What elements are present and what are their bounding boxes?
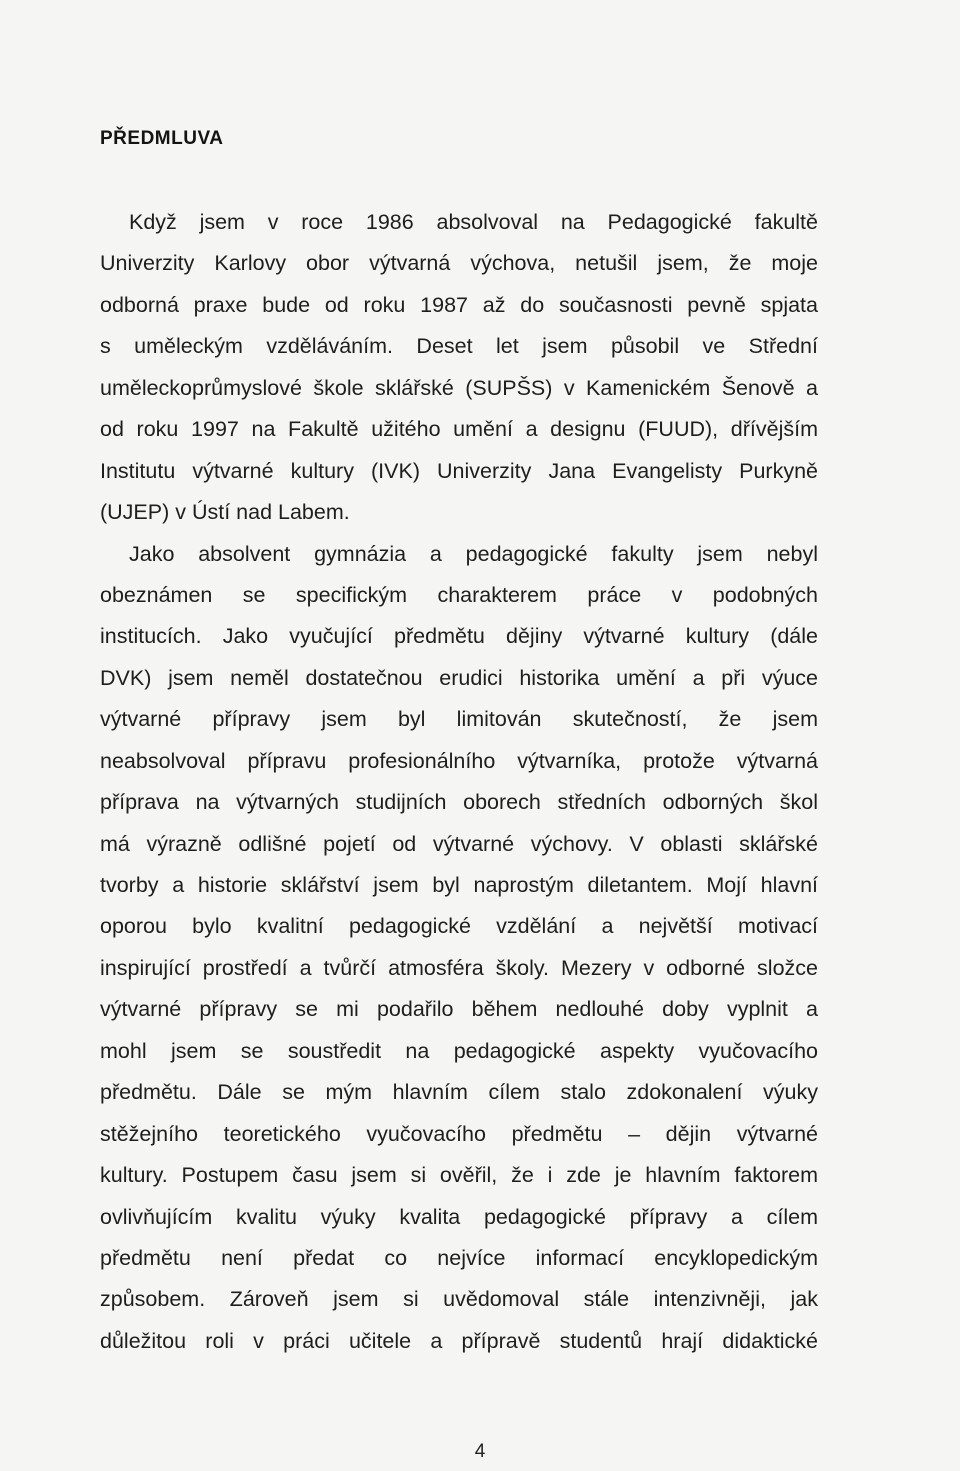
- text-line: způsobem. Zároveň jsem si uvědomoval stále intenzivněji, jak: [100, 1287, 818, 1312]
- text-line: mohl jsem se soustředit na pedagogické aspekty vyučovacího: [100, 1038, 818, 1063]
- text-line: Jako absolvent gymnázia a pedagogické fakulty jsem nebyl: [129, 541, 818, 566]
- text-line: výtvarné přípravy jsem byl limitován skutečností, že jsem: [100, 707, 818, 732]
- text-line: oporou bylo kvalitní pedagogické vzdělání a největší motivací: [100, 914, 818, 939]
- text-line: obeznámen se specifickým charakterem práce v podobných: [100, 582, 818, 607]
- text-line: příprava na výtvarných studijních oborech středních odborných škol: [100, 790, 818, 815]
- text-line: předmětu není předat co nejvíce informací encyklopedickým: [100, 1245, 818, 1270]
- text-line: důležitou roli v práci učitele a přípravě studentů hrají didaktické: [100, 1328, 818, 1353]
- page-heading: PŘEDMLUVA: [100, 128, 224, 149]
- text-line: s uměleckým vzděláváním. Deset let jsem působil ve Střední: [100, 334, 818, 359]
- text-line: (UJEP) v Ústí nad Labem.: [100, 500, 350, 525]
- text-line: Institutu výtvarné kultury (IVK) Univerzity Jana Evangelisty Purkyně: [100, 458, 818, 483]
- text-line: Když jsem v roce 1986 absolvoval na Pedagogické fakultě: [129, 210, 818, 234]
- text-line: ovlivňujícím kvalitu výuky kvalita pedagogické přípravy a cílem: [100, 1204, 818, 1229]
- body-text: [100, 202, 818, 1362]
- text-line: předmětu. Dále se mým hlavním cílem stalo zdokonalení výuky: [100, 1080, 818, 1105]
- text-line: od roku 1997 na Fakultě užitého umění a designu (FUUD), dřívějším: [100, 417, 818, 442]
- text-line: Univerzity Karlovy obor výtvarná výchova, netušil jsem, že moje: [100, 251, 818, 276]
- text-line: uměleckoprůmyslové škole sklářské (SUPŠS) v Kamenickém Šenově a: [100, 375, 818, 400]
- text-line: stěžejního teoretického vyučovacího předmětu – dějin výtvarné: [100, 1121, 818, 1146]
- text-line: institucích. Jako vyučující předmětu dějiny výtvarné kultury (dále: [100, 624, 818, 649]
- text-line: tvorby a historie sklářství jsem byl naprostým diletantem. Mojí hlavní: [100, 873, 818, 897]
- text-line: kultury. Postupem času jsem si ověřil, že i zde je hlavním faktorem: [100, 1163, 818, 1188]
- text-line: má výrazně odlišné pojetí od výtvarné výchovy. V oblasti sklářské: [100, 831, 818, 856]
- page-number: 4: [474, 1441, 486, 1462]
- text-line: neabsolvoval přípravu profesionálního výtvarníka, protože výtvarná: [100, 748, 818, 773]
- text-line: výtvarné přípravy se mi podařilo během nedlouhé doby vyplnit a: [100, 997, 818, 1022]
- text-line: DVK) jsem neměl dostatečnou erudici historika umění a při výuce: [100, 665, 818, 690]
- text-line: inspirující prostředí a tvůrčí atmosféra školy. Mezery v odborné složce: [100, 955, 818, 980]
- text-line: odborná praxe bude od roku 1987 až do současnosti pevně spjata: [100, 292, 818, 317]
